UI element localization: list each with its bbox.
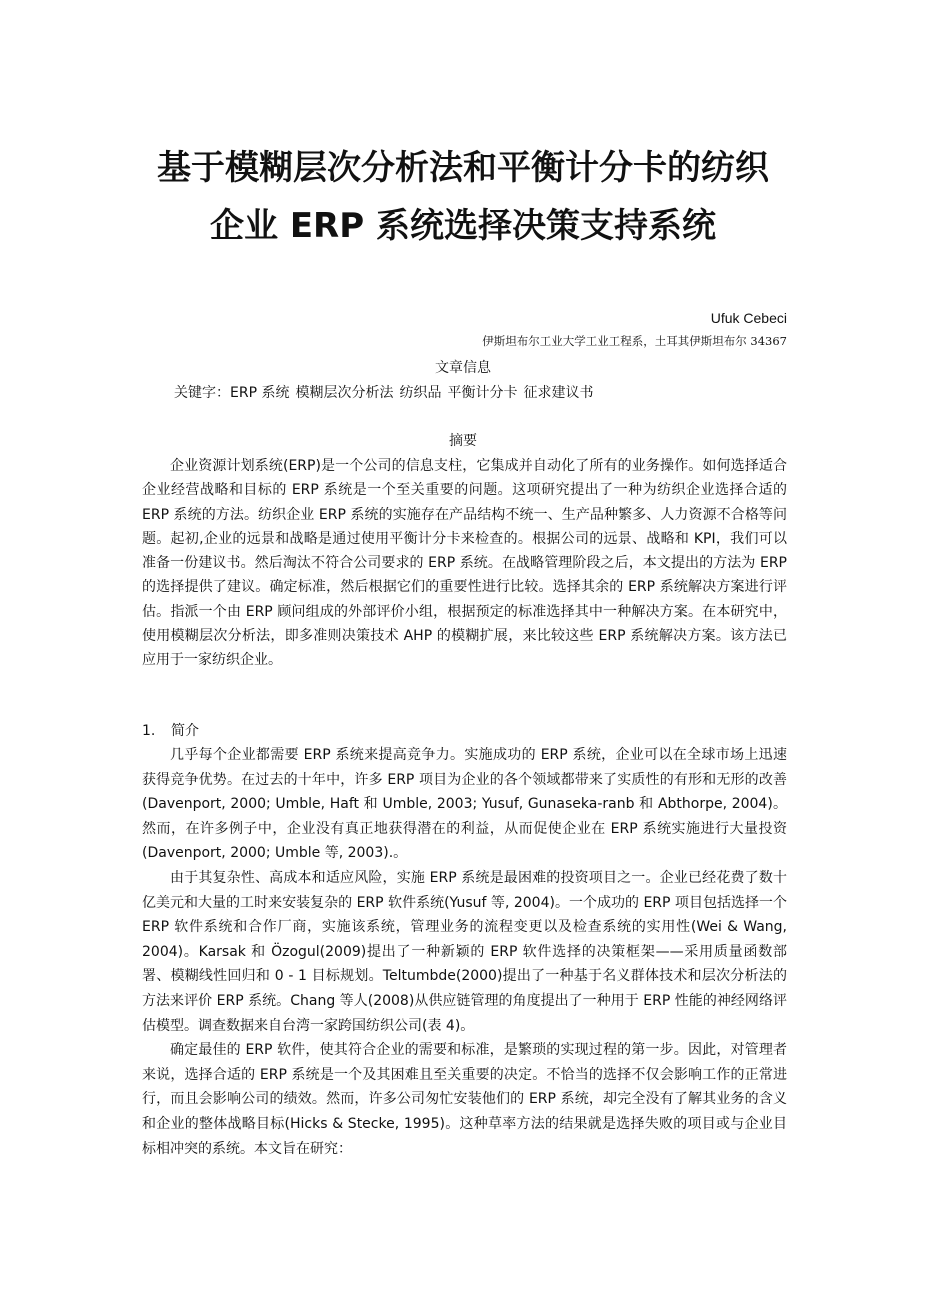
author-affiliation: 伊斯坦布尔工业大学工业工程系，土耳其伊斯坦布尔 34367: [482, 334, 787, 348]
article-info-label: 文章信息: [435, 360, 491, 376]
section-1-heading: [142, 720, 199, 740]
abstract-heading: 摘要: [449, 433, 477, 449]
section-title: 简介: [171, 723, 199, 739]
paper-title-line-2: 企业 ERP 系统选择决策支持系统: [210, 206, 716, 246]
abstract-text: 企业资源计划系统(ERP)是一个公司的信息支柱，它集成并自动化了所有的业务操作。如何选择适合企业经营战略和目标的 ERP 系统是一个至关重要的问题。这项研究提出了一种为纺织企业选择合适的 ERP 系统的方法。纺织企业 ERP 系统的实施存在产品结构不统一、生产品种繁多、人力资源不合格等问题。起初,企业的远景和战略是通过使用平衡计分卡来检查的。根据公司的远景、战略和 KPI，我们可以准备一份建议书。然后淘汰不符合公司要求的 ERP 系统。在战略管理阶段之后，本文提出的方法为 ERP 的选择提供了建议。确定标准，然后根据它们的重要性进行比较。选择其余的 ERP 系统解决方案进行评估。指派一个由 ERP 顾问组成的外部评价小组，根据预定的标准选择其中一种解决方案。在本研究中，使用模糊层次分析法，即多准则决策技术 AHP 的模糊扩展，来比较这些 ERP 系统解决方案。该方法已应用于一家纺织企业。: [142, 458, 787, 669]
keyword: ERP 系统: [230, 385, 290, 401]
author-name: Ufuk Cebeci: [710, 310, 787, 326]
keyword: 纺织品: [399, 385, 442, 401]
keyword: 模糊层次分析法: [295, 385, 394, 401]
section-1-body: [142, 743, 787, 1161]
body-paragraph: 几乎每个企业都需要 ERP 系统来提高竞争力。实施成功的 ERP 系统，企业可以在全球市场上迅速获得竞争优势。在过去的十年中，许多 ERP 项目为企业的各个领域都带来了实质性的有形和无形的改善(Davenport, 2000; Umble, Haft 和 Umble, 2003; Yusuf, Gunaseka-ranb 和 Abthorpe, 2004)。然而，在许多例子中，企业没有真正地获得潜在的利益，从而促使企业在 ERP 系统实施进行大量投资(Davenport, 2000; Umble 等, 2003).。: [142, 747, 787, 862]
keyword: 征求建议书: [523, 385, 594, 401]
keyword: 平衡计分卡: [447, 385, 518, 401]
keywords-line: [174, 382, 599, 402]
keywords-label: 关键字：: [174, 385, 230, 401]
paper-title-line-1: 基于模糊层次分析法和平衡计分卡的纺织: [157, 148, 769, 188]
body-paragraph: 确定最佳的 ERP 软件，使其符合企业的需要和标准，是繁琐的实现过程的第一步。因此，对管理者来说，选择合适的 ERP 系统是一个及其困难且至关重要的决定。不恰当的选择不仅会影响工作的正常进行，而且会影响公司的绩效。然而，许多公司匆忙安装他们的 ERP 系统，却完全没有了解其业务的含义和企业的整体战略目标(Hicks & Stecke, 1995)。这种草率方法的结果就是选择失败的项目或与企业目标相冲突的系统。本文旨在研究：: [142, 1042, 787, 1157]
body-paragraph: 由于其复杂性、高成本和适应风险，实施 ERP 系统是最困难的投资项目之一。企业已经花费了数十亿美元和大量的工时来安装复杂的 ERP 软件系统(Yusuf 等, 2004)。一个成功的 ERP 项目包括选择一个 ERP 软件系统和合作厂商，实施该系统，管理业务的流程变更以及检查系统的实用性(Wei & Wang, 2004)。Karsak 和 Özogul(2009)提出了一种新颖的 ERP 软件选择的决策框架——采用质量函数部署、模糊线性回归和 0 - 1 目标规划。Teltumbde(2000)提出了一种基于名义群体技术和层次分析法的方法来评价 ERP 系统。Chang 等人(2008)从供应链管理的角度提出了一种用于 ERP 性能的神经网络评估模型。调查数据来自台湾一家跨国纺织公司(表 4)。: [142, 869, 787, 1034]
section-number: 1.: [142, 723, 156, 739]
